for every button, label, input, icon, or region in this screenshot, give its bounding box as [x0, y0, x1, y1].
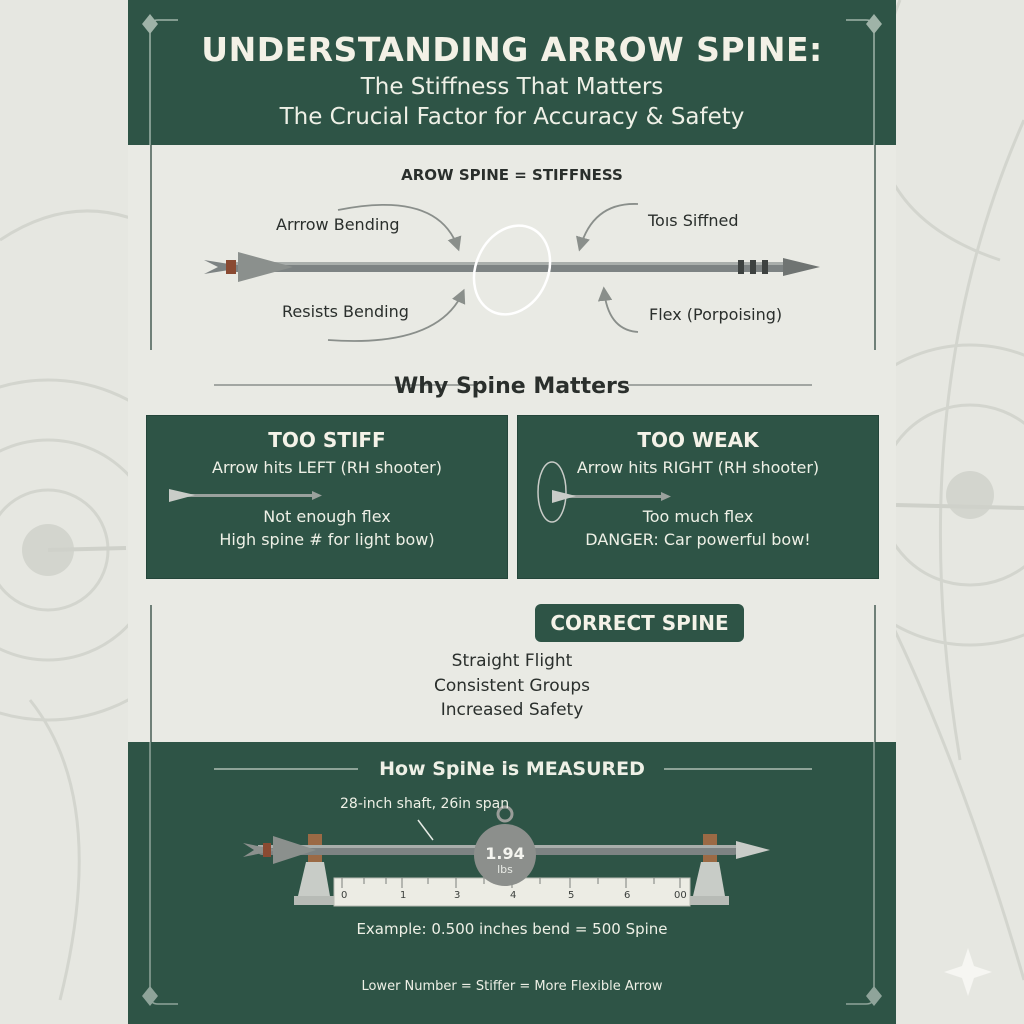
label-flex: Flex (Porpoising) [649, 305, 783, 324]
measure-footer: Lower Number = Stiffer = More Flexible Arrow [361, 979, 663, 994]
too-weak-card [517, 415, 879, 579]
ruler-tick-label: 00 [674, 890, 687, 901]
measure-title: How SpiNe is MEASURED [379, 758, 645, 780]
header-banner [128, 0, 896, 145]
ruler-tick-label: 5 [568, 890, 575, 901]
correct-spine-badge: CORRECT SPINE [535, 604, 744, 642]
weight-unit: lbs [497, 863, 513, 876]
ruler-tick-label: 1 [400, 890, 407, 901]
too-weak-title: TOO WEAK [637, 428, 759, 452]
too-weak-line2: Too much flex [642, 507, 754, 526]
correct-item: Straight Flight [451, 651, 573, 671]
diagram-heading: AROW SPINE = STIFFNESS [401, 166, 623, 184]
too-stiff-line1: Arrow hits LEFT (RH shooter) [212, 458, 442, 477]
measurement-section [128, 742, 896, 1024]
frame-line [874, 605, 876, 742]
too-stiff-line3: High spine # for light bow) [219, 530, 435, 549]
too-stiff-line2: Not enough flex [263, 507, 391, 526]
too-stiff-title: TOO STIFF [268, 428, 386, 452]
measure-example: Example: 0.500 inches bend = 500 Spine [356, 920, 668, 938]
label-resists-bending: Resists Bending [282, 302, 409, 321]
label-stiffened: Toıs Siffned [648, 211, 739, 230]
ruler-tick-label: 3 [454, 890, 461, 901]
main-title: UNDERSTANDING ARROW SPINE: [201, 30, 823, 69]
ruler-tick-label: 6 [624, 890, 631, 901]
subtitle-secondary: The Crucial Factor for Accuracy & Safety [279, 104, 745, 130]
too-weak-line3: DANGER: Car powerful bow! [585, 530, 811, 549]
correct-item: Consistent Groups [433, 676, 591, 696]
curved-arrow-icon [328, 204, 638, 341]
ruler-tick-label: 0 [341, 890, 348, 901]
frame-line [150, 605, 152, 742]
too-weak-line1: Arrow hits RIGHT (RH shooter) [576, 458, 820, 477]
subtitle: The Stiffness That Matters [360, 74, 664, 100]
ruler-tick-label: 4 [510, 890, 517, 901]
arrow-icon [147, 486, 507, 506]
ruler-labels [128, 890, 896, 904]
label-arrow-bending: Arrrow Bending [276, 215, 400, 234]
callout-pointer [418, 820, 433, 840]
too-stiff-card [146, 415, 508, 579]
arrow-illustration [204, 252, 820, 282]
infographic-panel [128, 0, 896, 1024]
correct-item: Increased Safety [440, 700, 584, 720]
measure-callout: 28-inch shaft, 26in span [340, 796, 510, 812]
section-title-why: Why Spine Matters [394, 374, 630, 399]
weight-value: 1.94 [485, 844, 525, 863]
